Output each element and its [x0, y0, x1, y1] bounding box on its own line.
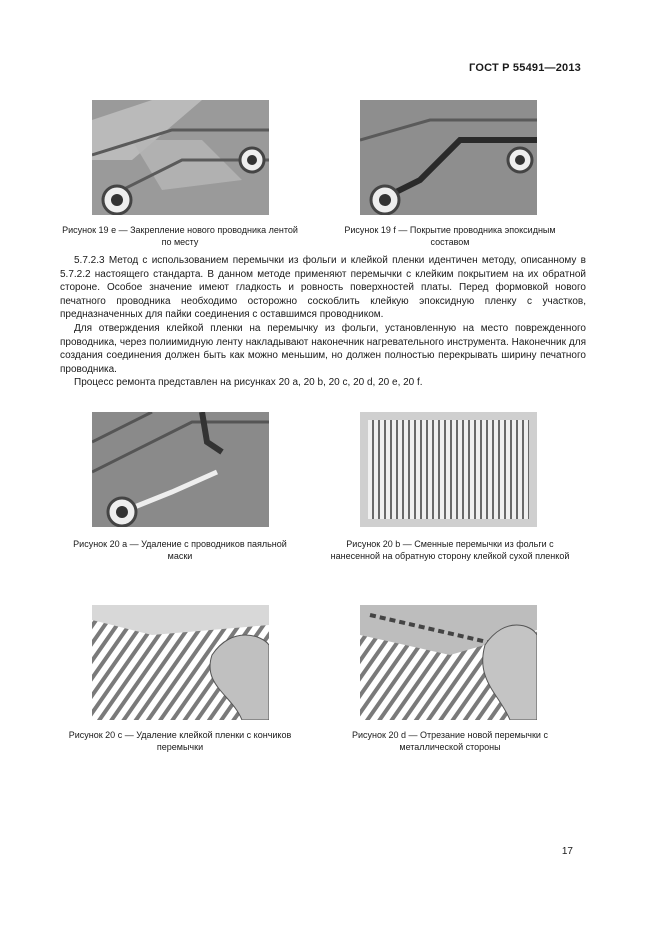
page-number: 17 [561, 846, 573, 857]
figure-20a-caption: Рисунок 20 а — Удаление с проводников паяльной маски [73, 539, 287, 561]
paragraph-process-reference: Процесс ремонта представлен на рисунках 20 а, 20 b, 20 с, 20 d, 20 е, 20 f. [74, 377, 423, 389]
figure-19e-caption: Рисунок 19 е — Закрепление нового проводника лентой по месту [62, 225, 298, 247]
figure-20d-photo [360, 605, 537, 720]
figure-20b-caption: Рисунок 20 b — Сменные перемычки из фольги с нанесенной на обратную сторону клейкой сухой пленкой [330, 539, 570, 561]
figure-20d-caption: Рисунок 20 d — Отрезание новой перемычки с металлической стороны [352, 730, 548, 752]
figure-20c-photo [92, 605, 269, 720]
document-standard-number: ГОСТ Р 55491—2013 [469, 62, 581, 74]
paragraph-5-7-2-3: 5.7.2.3 Метод с использованием перемычки из фольги и клейкой пленки идентичен методу, описанному в 5.7.2.2 настоящего стандарта. В данном методе применяют перемычки с клейким покрытием на их обратной стороне. Особое значение имеют гладкость и ровность поверхностей платы. Перед формовкой нового печатного проводника необходимо осторожно соскоблить клейкую эпоксидную пленку с участков, предназначенных для пайки соединения с оставшимся проводником. [60, 255, 586, 321]
figure-19f-caption: Рисунок 19 f — Покрытие проводника эпоксидным составом [344, 225, 556, 247]
body-text [60, 254, 586, 390]
figure-20c-caption: Рисунок 20 с — Удаление клейкой пленки с кончиков перемычки [68, 730, 292, 752]
figure-20b-photo [360, 412, 537, 527]
figure-20a-photo [92, 412, 269, 527]
figure-19f-photo [360, 100, 537, 215]
paragraph-curing: Для отверждения клейкой пленки на перемычку из фольги, установленную на место поврежденного проводника, через полиимидную ленту накладывают наконечник нагревательного инструмента. Наконечник для создания соединения должен быть как можно меньшим, но должен полностью перекрывать ширину печатного проводника. [60, 322, 586, 375]
figure-19e-photo [92, 100, 269, 215]
